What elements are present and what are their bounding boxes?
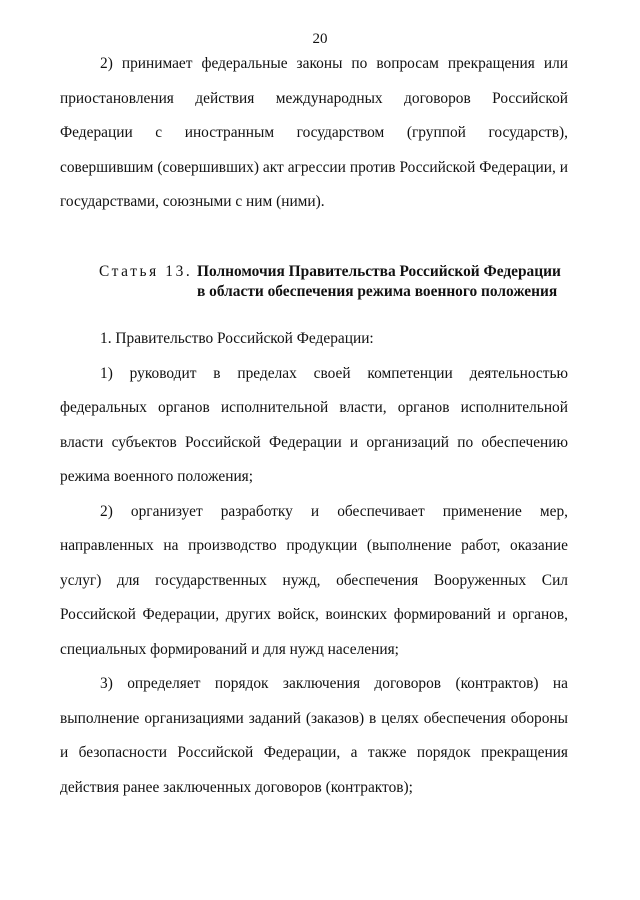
article-title-line-1: Полномочия Правительства Российской Федерации <box>197 263 561 280</box>
article-title-line-2: в области обеспечения режима военного положения <box>197 283 558 300</box>
item-2: 2) организует разработку и обеспечивает применение мер, направленных на производство продукции (выполнение работ, оказание услуг) для государственных нужд, обеспечения Вооруженных Сил Российской Федерации, других войск, воинских формирований и органов, специальных формирований и для нужд населения; <box>60 502 568 658</box>
intro-paragraph-block <box>60 47 568 220</box>
item-1: 1) руководит в пределах своей компетенции деятельностью федеральных органов исполнительной власти, органов исполнительной власти субъектов Российской Федерации и организаций по обеспечению режима военного положения; <box>60 364 568 485</box>
article-title <box>197 262 567 302</box>
article-label: Статья 13. <box>99 263 193 280</box>
clause-1: 1. Правительство Российской Федерации: <box>100 330 374 347</box>
item-3: 3) определяет порядок заключения договоров (контрактов) на выполнение организациями заданий (заказов) в целях обеспечения обороны и безопасности Российской Федерации, а также порядок прекращения действия ранее заключенных договоров (контрактов); <box>60 675 568 796</box>
page-number: 20 <box>312 31 328 47</box>
intro-paragraph: 2) принимает федеральные законы по вопросам прекращения или приостановления действия международных договоров Российской Федерации с иностранным государством (группой государств), совершившим (совершивших) акт агрессии против Российской Федерации, и государствами, союзными с ним (ними). <box>60 55 568 210</box>
clause-block <box>60 322 568 805</box>
article-heading <box>99 262 579 302</box>
